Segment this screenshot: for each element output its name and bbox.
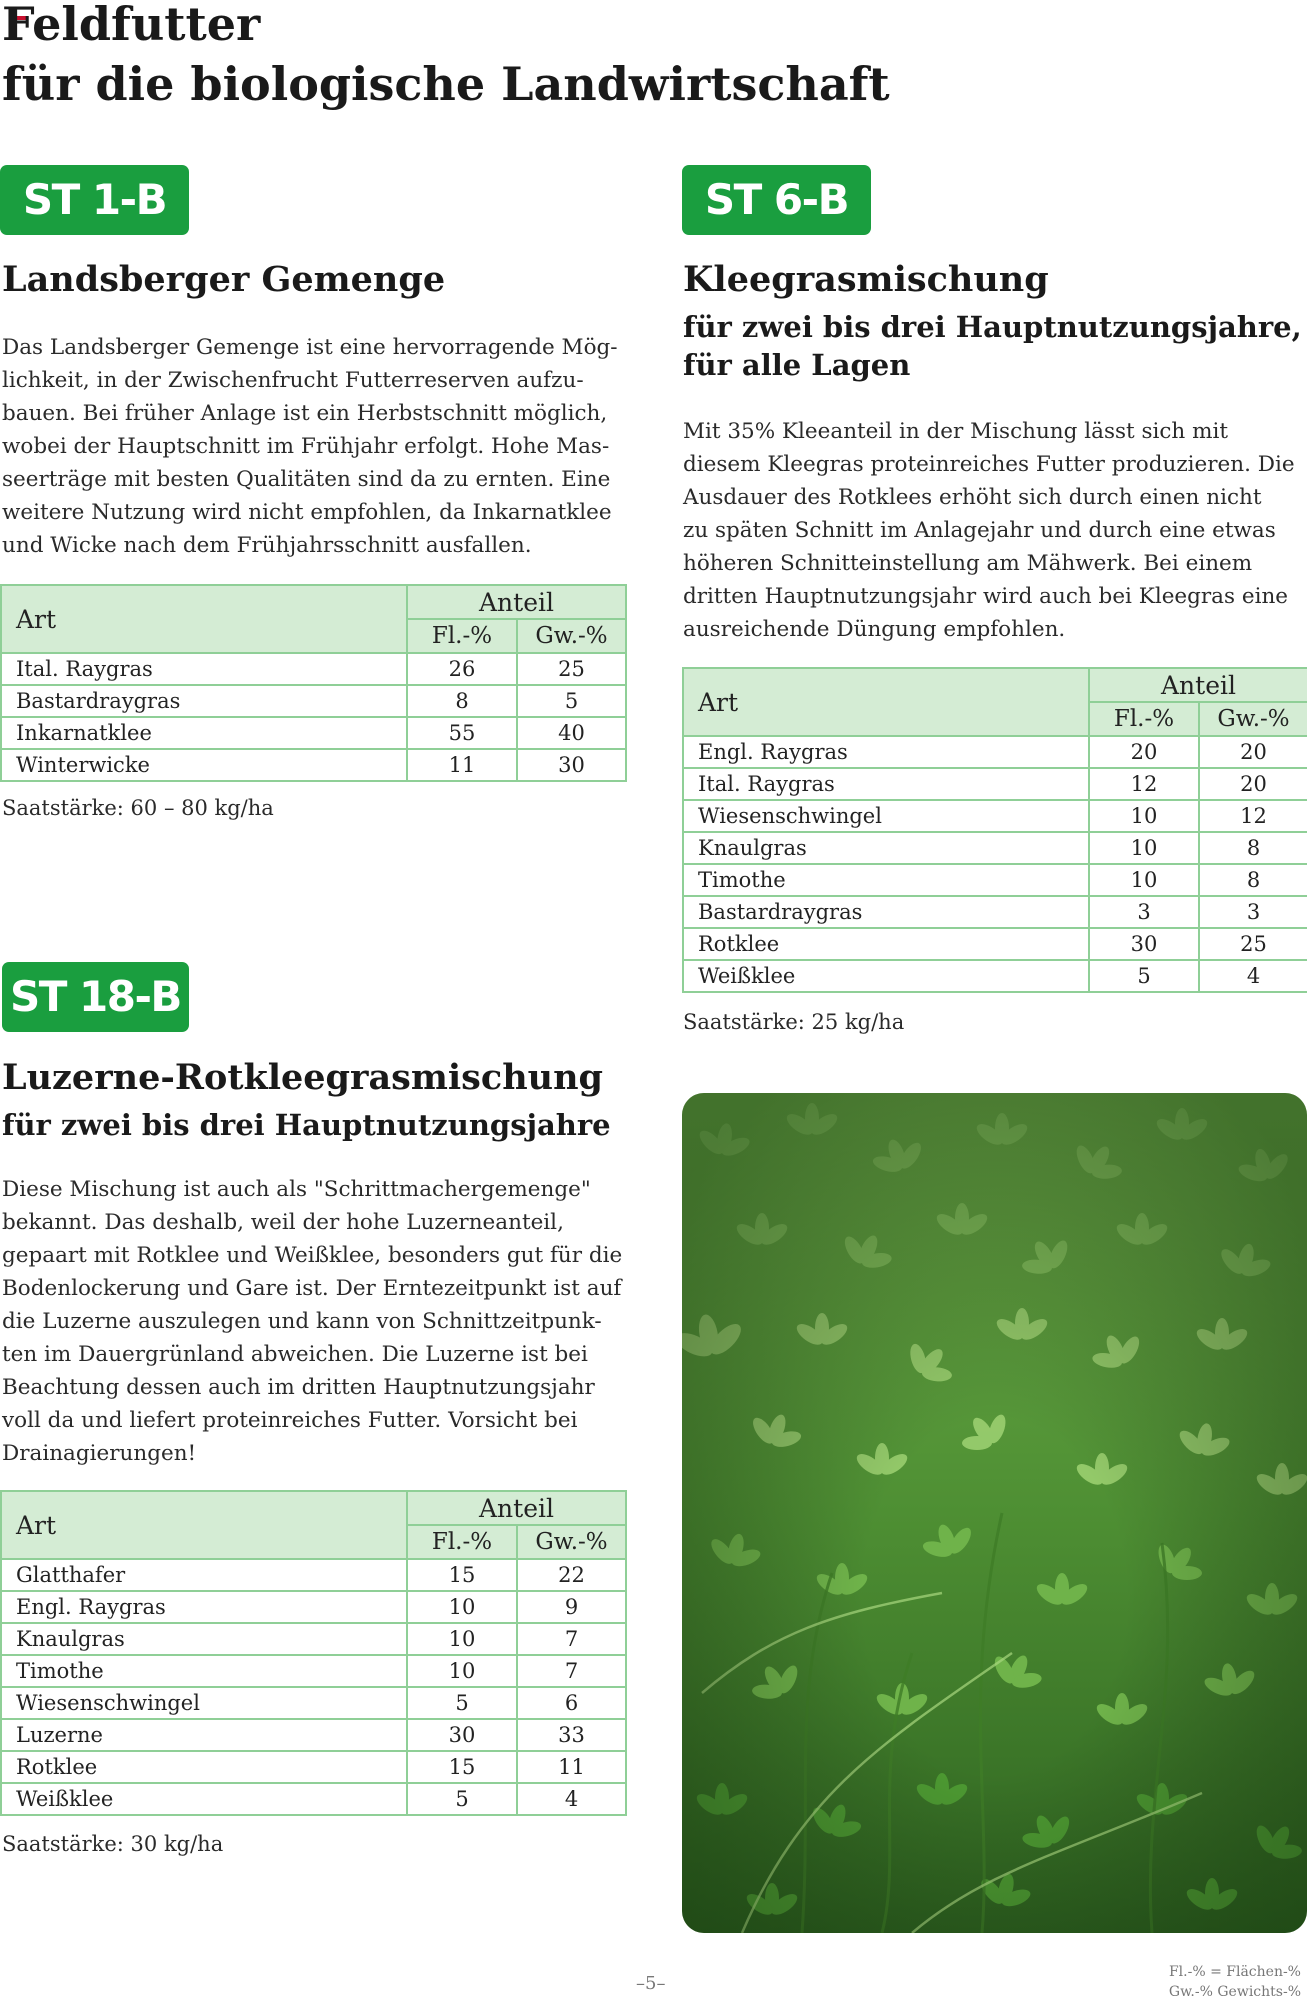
cell-fl: 30 <box>407 1719 517 1751</box>
cell-art: Ital. Raygras <box>683 768 1089 800</box>
col-header-art: Art <box>1 1491 407 1559</box>
cell-fl: 10 <box>1089 864 1199 896</box>
page-title-line1: Feldfutter <box>2 0 261 51</box>
text-line: Diese Mischung ist auch als "Schrittmachergemenge" <box>2 1177 591 1202</box>
cell-art: Knaulgras <box>1 1623 407 1655</box>
cell-gw: 25 <box>1199 928 1307 960</box>
cell-gw: 25 <box>517 653 626 685</box>
product-badge-st18b: ST 18-B <box>2 962 189 1032</box>
cell-gw: 3 <box>1199 896 1307 928</box>
text-line: Beachtung dessen auch im dritten Hauptnutzungsjahr <box>2 1375 595 1400</box>
leaf-illustration <box>682 1093 1307 1933</box>
cell-art: Winterwicke <box>1 749 407 781</box>
cell-art: Rotklee <box>683 928 1089 960</box>
cell-fl: 26 <box>407 653 517 685</box>
table-row <box>1 1623 626 1655</box>
section-subtitle-st6b <box>683 308 1302 384</box>
table-row <box>1 749 626 781</box>
col-header-art: Art <box>1 585 407 653</box>
cell-gw: 40 <box>517 717 626 749</box>
text-line: Bodenlockerung und Gare ist. Der Erntezeitpunkt ist auf <box>2 1276 622 1301</box>
cell-art: Inkarnatklee <box>1 717 407 749</box>
section-subtitle-st18b: für zwei bis drei Hauptnutzungsjahre <box>2 1108 611 1142</box>
table-row <box>1 1687 626 1719</box>
table-row <box>1 1559 626 1591</box>
cell-art: Bastardraygras <box>683 896 1089 928</box>
cell-art: Glatthafer <box>1 1559 407 1591</box>
col-header-gw: Gw.-% <box>517 619 626 653</box>
cell-fl: 12 <box>1089 768 1199 800</box>
col-header-art: Art <box>683 668 1089 736</box>
cell-gw: 8 <box>1199 832 1307 864</box>
section-text-st1b <box>2 331 622 562</box>
cell-fl: 55 <box>407 717 517 749</box>
section-text-st6b <box>683 415 1307 646</box>
cell-fl: 30 <box>1089 928 1199 960</box>
col-header-fl: Fl.-% <box>407 1525 517 1559</box>
col-header-anteil: Anteil <box>407 1491 626 1525</box>
text-line: voll da und liefert proteinreiches Futter. Vorsicht bei <box>2 1408 578 1433</box>
clover-field-photo <box>682 1093 1307 1933</box>
cell-fl: 10 <box>1089 832 1199 864</box>
cell-gw: 6 <box>517 1687 626 1719</box>
table-row <box>683 768 1307 800</box>
cell-fl: 11 <box>407 749 517 781</box>
cell-fl: 15 <box>407 1751 517 1783</box>
cell-gw: 22 <box>517 1559 626 1591</box>
cell-art: Wiesenschwingel <box>683 800 1089 832</box>
cell-art: Engl. Raygras <box>683 736 1089 768</box>
text-line: lichkeit, in der Zwischenfrucht Futterreserven aufzu- <box>2 368 584 393</box>
cell-gw: 5 <box>517 685 626 717</box>
table-row <box>1 1783 626 1815</box>
cell-gw: 8 <box>1199 864 1307 896</box>
cell-fl: 10 <box>407 1591 517 1623</box>
text-line: Ausdauer des Rotklees erhöht sich durch einen nicht <box>683 485 1262 510</box>
cell-gw: 7 <box>517 1623 626 1655</box>
page-number: –5– <box>636 1973 666 1994</box>
table-row <box>1 1751 626 1783</box>
cell-art: Engl. Raygras <box>1 1591 407 1623</box>
table-row <box>1 717 626 749</box>
cell-art: Bastardraygras <box>1 685 407 717</box>
table-row <box>683 736 1307 768</box>
seed-rate-st6b: Saatstärke: 25 kg/ha <box>683 1010 905 1034</box>
col-header-gw: Gw.-% <box>1199 702 1307 736</box>
table-row <box>683 960 1307 992</box>
cell-gw: 9 <box>517 1591 626 1623</box>
text-line: diesem Kleegras proteinreiches Futter produzieren. Die <box>683 452 1295 477</box>
subtitle-line: für zwei bis drei Hauptnutzungsjahre, <box>683 310 1302 344</box>
text-line: Drainagierungen! <box>2 1441 197 1466</box>
table-row <box>683 832 1307 864</box>
cell-art: Rotklee <box>1 1751 407 1783</box>
section-title-st1b: Landsberger Gemenge <box>2 259 446 300</box>
table-row <box>683 800 1307 832</box>
col-header-fl: Fl.-% <box>1089 702 1199 736</box>
cell-gw: 4 <box>1199 960 1307 992</box>
cell-fl: 5 <box>407 1687 517 1719</box>
product-badge-st1b: ST 1-B <box>0 165 189 235</box>
text-line: seerträge mit besten Qualitäten sind da zu ernten. Eine <box>2 467 611 492</box>
text-line: Das Landsberger Gemenge ist eine hervorragende Mög- <box>2 335 618 360</box>
page-title-line2: für die biologische Landwirtschaft <box>2 57 890 111</box>
table-row <box>1 653 626 685</box>
cell-gw: 12 <box>1199 800 1307 832</box>
seed-rate-st18b: Saatstärke: 30 kg/ha <box>2 1832 224 1856</box>
cell-fl: 10 <box>1089 800 1199 832</box>
table-row <box>683 928 1307 960</box>
cell-fl: 5 <box>407 1783 517 1815</box>
text-line: die Luzerne auszulegen und kann von Schnittzeitpunk- <box>2 1309 602 1334</box>
cell-art: Timothe <box>683 864 1089 896</box>
cell-art: Ital. Raygras <box>1 653 407 685</box>
section-title-st18b: Luzerne-Rotkleegrasmischung <box>2 1057 604 1098</box>
abbreviation-legend <box>1169 1962 1301 2002</box>
text-line: ausreichende Düngung empfohlen. <box>683 617 1066 642</box>
product-badge-st6b: ST 6-B <box>682 165 871 235</box>
cell-art: Weißklee <box>683 960 1089 992</box>
text-line: bekannt. Das deshalb, weil der hohe Luzerneanteil, <box>2 1210 564 1235</box>
text-line: gepaart mit Rotklee und Weißklee, besonders gut für die <box>2 1243 623 1268</box>
text-line: zu späten Schnitt im Anlagejahr und durch eine etwas <box>683 518 1276 543</box>
cell-art: Timothe <box>1 1655 407 1687</box>
section-title-st6b: Kleegrasmischung <box>683 259 1049 300</box>
cell-gw: 30 <box>517 749 626 781</box>
text-line: wobei der Hauptschnitt im Frühjahr erfolgt. Hohe Mas- <box>2 434 610 459</box>
section-text-st18b <box>2 1173 642 1470</box>
table-row <box>1 1655 626 1687</box>
text-line: ten im Dauergrünland abweichen. Die Luzerne ist bei <box>2 1342 588 1367</box>
legend-line: Gw.-% Gewichts-% <box>1168 1984 1301 2000</box>
seed-rate-st1b: Saatstärke: 60 – 80 kg/ha <box>2 796 274 820</box>
col-header-anteil: Anteil <box>407 585 626 619</box>
text-line: dritten Hauptnutzungsjahr wird auch bei Kleegras eine <box>683 584 1289 609</box>
cell-fl: 10 <box>407 1655 517 1687</box>
cell-gw: 4 <box>517 1783 626 1815</box>
cell-fl: 15 <box>407 1559 517 1591</box>
cell-fl: 5 <box>1089 960 1199 992</box>
cell-gw: 33 <box>517 1719 626 1751</box>
text-line: höheren Schnitteinstellung am Mähwerk. Bei einem <box>683 551 1253 576</box>
text-line: Mit 35% Kleeanteil in der Mischung lässt sich mit <box>683 419 1229 444</box>
page-title <box>2 0 890 114</box>
text-line: bauen. Bei früher Anlage ist ein Herbstschnitt möglich, <box>2 401 608 426</box>
col-header-anteil: Anteil <box>1089 668 1307 702</box>
text-line: und Wicke nach dem Frühjahrsschnitt ausfallen. <box>2 533 532 558</box>
subtitle-line: für alle Lagen <box>683 348 911 382</box>
mixture-table-st18b <box>0 1490 627 1816</box>
cell-fl: 10 <box>407 1623 517 1655</box>
cell-art: Weißklee <box>1 1783 407 1815</box>
cell-art: Knaulgras <box>683 832 1089 864</box>
table-row <box>1 685 626 717</box>
cell-fl: 3 <box>1089 896 1199 928</box>
table-row <box>683 896 1307 928</box>
mixture-table-st6b <box>682 667 1307 993</box>
col-header-fl: Fl.-% <box>407 619 517 653</box>
cell-gw: 20 <box>1199 768 1307 800</box>
table-row <box>1 1591 626 1623</box>
text-line: weitere Nutzung wird nicht empfohlen, da Inkarnatklee <box>2 500 612 525</box>
mixture-table-st1b <box>0 584 627 782</box>
cell-fl: 8 <box>407 685 517 717</box>
table-row <box>1 1719 626 1751</box>
legend-line: Fl.-% = Flächen-% <box>1168 1964 1301 1980</box>
cell-gw: 20 <box>1199 736 1307 768</box>
cell-gw: 7 <box>517 1655 626 1687</box>
cell-art: Luzerne <box>1 1719 407 1751</box>
col-header-gw: Gw.-% <box>517 1525 626 1559</box>
table-row <box>683 864 1307 896</box>
cell-fl: 20 <box>1089 736 1199 768</box>
cell-art: Wiesenschwingel <box>1 1687 407 1719</box>
cell-gw: 11 <box>517 1751 626 1783</box>
